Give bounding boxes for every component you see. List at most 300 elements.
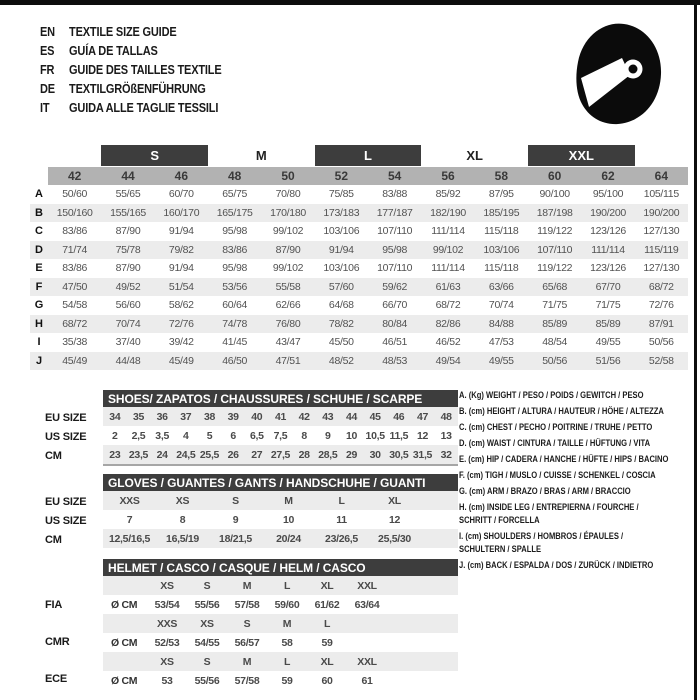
value-cell: 24 <box>156 448 168 461</box>
helmet-table <box>103 559 458 690</box>
value-cell: 3,5 <box>155 429 169 442</box>
size-cell: XXL <box>357 579 377 592</box>
value-cell: 61 <box>361 674 373 687</box>
value-cell: 70/80 <box>275 188 301 201</box>
size-group-l: L <box>315 145 422 166</box>
size-header-46: 46 <box>155 167 208 185</box>
value-cell: 44/48 <box>115 354 141 367</box>
value-cell: 41 <box>274 410 287 423</box>
value-cell: 75/85 <box>328 188 354 201</box>
size-cell: S <box>203 579 211 592</box>
legend-item-C <box>459 421 699 434</box>
value-cell: 99/102 <box>272 225 304 238</box>
value-cell: 26 <box>227 448 239 461</box>
helmet-value-row-fia <box>103 595 458 614</box>
value-cell: 91/94 <box>168 262 194 275</box>
value-cell: 83/88 <box>382 188 408 201</box>
size-group-s: S <box>101 145 208 166</box>
value-cell: 70/74 <box>115 317 141 330</box>
size-cell: XS <box>200 617 214 630</box>
value-cell: 155/165 <box>110 206 146 219</box>
value-cell: 123/126 <box>590 225 626 238</box>
size-cell: S <box>243 617 251 630</box>
value-cell: 59 <box>281 674 293 687</box>
value-cell: 37 <box>180 410 192 423</box>
gloves-row-2 <box>103 529 458 548</box>
size-cell: M <box>242 579 252 592</box>
legend-line: SCHRITT / FORCELLA <box>459 515 540 526</box>
value-cell: 71/75 <box>542 299 568 312</box>
value-cell: 87/90 <box>275 243 301 256</box>
legend-line: G. (cm) ARM / BRAZO / BRAS / ARM / BRACCIO <box>459 486 631 497</box>
row-letter: B <box>35 206 43 219</box>
value-cell: 87/90 <box>115 262 141 275</box>
value-cell: 173/183 <box>323 206 360 219</box>
helmet-size-row-cmr <box>103 614 458 633</box>
value-cell: 79/82 <box>168 243 194 256</box>
legend-line: D. (cm) WAIST / CINTURA / TAILLE / HÜFTUNG / VITA <box>459 438 651 449</box>
value-cell: 47/53 <box>488 336 514 349</box>
value-cell: 75/78 <box>115 243 141 256</box>
value-cell: 54/58 <box>62 299 88 312</box>
value-cell: 56/60 <box>115 299 141 312</box>
main-size-table <box>30 145 688 370</box>
value-cell: 182/190 <box>430 206 466 219</box>
size-header-42: 42 <box>48 167 101 185</box>
value-cell: 23,5 <box>128 448 149 461</box>
value-cell: 74/78 <box>222 317 248 330</box>
value-cell: 12,5/16,5 <box>108 532 151 545</box>
value-cell: 5 <box>206 429 213 442</box>
value-cell: 50/56 <box>542 354 568 367</box>
size-cell: XXS <box>156 617 178 630</box>
value-cell: 46/52 <box>435 336 461 349</box>
size-cell: XL <box>320 655 334 668</box>
language-row-it <box>40 98 222 117</box>
value-cell: 85/92 <box>435 188 461 201</box>
value-cell: 111/114 <box>591 243 625 256</box>
measure-row-H <box>30 315 688 334</box>
value-cell: 20/24 <box>276 532 301 545</box>
value-cell: 123/126 <box>590 262 626 275</box>
value-cell: 9 <box>232 513 239 526</box>
measure-row-G <box>30 296 688 315</box>
value-cell: 53 <box>161 674 173 687</box>
size-cell: XS <box>160 655 174 668</box>
size-header-62: 62 <box>581 167 634 185</box>
value-cell: 28 <box>298 448 310 461</box>
value-cell: 85/89 <box>595 317 621 330</box>
value-cell: S <box>232 494 239 507</box>
value-cell: 115/118 <box>484 262 519 275</box>
gloves-table <box>103 474 458 548</box>
value-cell: 187/198 <box>536 206 573 219</box>
value-cell: 7 <box>126 513 133 526</box>
measure-row-I <box>30 333 688 352</box>
value-cell: 83/86 <box>62 225 88 238</box>
value-cell: 23/26,5 <box>325 532 358 545</box>
size-cell: M <box>282 617 292 630</box>
value-cell: 58/62 <box>168 299 194 312</box>
value-cell: 103/106 <box>483 243 520 256</box>
value-cell: 30,5 <box>389 448 409 461</box>
value-cell: 4 <box>183 429 189 442</box>
value-cell: 46/51 <box>382 336 408 349</box>
size-header-56: 56 <box>421 167 474 185</box>
value-cell: 10 <box>345 429 358 442</box>
value-cell: 6,5 <box>249 429 264 442</box>
value-cell: 37/40 <box>115 336 141 349</box>
value-cell: 59/62 <box>382 280 408 293</box>
value-cell: 35/38 <box>62 336 88 349</box>
size-group-xxl: XXL <box>528 145 635 166</box>
value-cell: 54/55 <box>194 636 220 649</box>
size-header-52: 52 <box>315 167 368 185</box>
value-cell: 165/175 <box>216 206 253 219</box>
size-cell: XS <box>160 579 174 592</box>
value-cell: 18/21,5 <box>219 532 252 545</box>
top-border <box>0 0 700 5</box>
measure-row-D <box>30 241 688 260</box>
helmet-size-row-fia <box>103 576 458 595</box>
language-code: ES <box>40 43 55 58</box>
size-cell: M <box>242 655 252 668</box>
value-cell: 28,5 <box>318 448 338 461</box>
helmet-value-row-cmr <box>103 633 458 652</box>
value-cell: 8 <box>179 513 186 526</box>
value-cell: 16,5/19 <box>166 532 199 545</box>
value-cell: 91/94 <box>328 243 354 256</box>
language-row-de <box>40 79 222 98</box>
legend-item-B <box>459 405 699 418</box>
legend-item-D <box>459 437 699 450</box>
value-cell: 44 <box>345 410 358 423</box>
shoes-row-2 <box>103 445 458 464</box>
legend-line: B. (cm) HEIGHT / ALTURA / HAUTEUR / HÖHE / ALTEZZA <box>459 406 664 417</box>
legend-line: A. (Kg) WEIGHT / PESO / POIDS / GEWITCH / PESO <box>459 390 644 401</box>
gloves-cm-label: CM <box>45 533 62 546</box>
shoes-table <box>103 390 458 466</box>
value-cell: 10 <box>282 513 295 526</box>
value-cell: 30 <box>369 448 381 461</box>
row-letter: C <box>35 225 43 238</box>
value-cell: 57/60 <box>328 280 354 293</box>
value-cell: 65/68 <box>542 280 568 293</box>
language-code: EN <box>40 24 55 39</box>
value-cell: 53/56 <box>222 280 248 293</box>
shoes-rows <box>103 407 458 464</box>
value-cell: 107/110 <box>377 262 413 275</box>
helmet-cmr-label: CMR <box>45 635 70 648</box>
value-cell: 58 <box>281 636 293 649</box>
value-cell: 103/106 <box>323 225 360 238</box>
value-cell: 49/55 <box>595 336 621 349</box>
language-title: GUIDE DES TAILLES TEXTILE <box>69 62 222 77</box>
size-group-xl: XL <box>466 148 483 163</box>
size-header-48: 48 <box>208 167 261 185</box>
value-cell: 36 <box>156 410 168 423</box>
value-cell: 190/200 <box>643 206 680 219</box>
legend-line: SCHULTERN / SPALLE <box>459 544 542 555</box>
value-cell: 99/102 <box>272 262 304 275</box>
legend-line: H. (cm) INSIDE LEG / ENTREPIERNA / FOURCHE / <box>459 502 639 513</box>
value-cell: 59 <box>321 636 333 649</box>
legend-item-J <box>459 559 699 572</box>
row-letter: I <box>37 336 41 349</box>
value-cell: 32 <box>440 448 452 461</box>
size-number-row <box>30 167 688 185</box>
value-cell: 71/75 <box>595 299 621 312</box>
value-cell: 185/195 <box>483 206 520 219</box>
value-cell: 190/200 <box>590 206 626 219</box>
value-cell: 31,5 <box>412 448 433 461</box>
size-header-54: 54 <box>368 167 421 185</box>
value-cell: 87/95 <box>488 188 514 201</box>
legend-line: F. (cm) TIGH / MUSLO / CUISSE / SCHENKEL / COSCIA <box>459 470 656 481</box>
value-cell: 76/80 <box>275 317 301 330</box>
size-header-64: 64 <box>635 167 688 185</box>
value-cell: 38 <box>203 410 216 423</box>
legend-item-F <box>459 469 699 482</box>
value-cell: 48/54 <box>542 336 568 349</box>
value-cell: 42 <box>298 410 310 423</box>
language-row-en <box>40 22 222 41</box>
value-cell: 115/119 <box>644 243 679 256</box>
measure-row-C <box>30 222 688 241</box>
value-cell: 78/82 <box>328 317 354 330</box>
value-cell: 67/70 <box>595 280 621 293</box>
size-header-50: 50 <box>261 167 314 185</box>
value-cell: 7,5 <box>273 429 288 442</box>
gloves-eu-size-label: EU SIZE <box>45 495 87 508</box>
size-header-44: 44 <box>101 167 154 185</box>
diameter-cm-label: Ø CM <box>111 598 138 611</box>
measurement-legend <box>459 389 699 575</box>
value-cell: 12 <box>416 429 429 442</box>
value-cell: 111/114 <box>431 262 465 275</box>
value-cell: 46/50 <box>222 354 248 367</box>
value-cell: 48 <box>440 410 452 423</box>
legend-item-H <box>459 501 699 527</box>
value-cell: 115/118 <box>484 225 519 238</box>
value-cell: 50/60 <box>62 188 88 201</box>
value-cell: 47 <box>416 410 429 423</box>
value-cell: 43 <box>322 410 334 423</box>
value-cell: 119/122 <box>537 262 573 275</box>
row-letter: G <box>34 299 44 312</box>
size-cell: S <box>203 655 211 668</box>
gloves-us-size-label: US SIZE <box>45 514 87 527</box>
corner-cell <box>30 167 48 185</box>
value-cell: 13 <box>440 429 452 442</box>
row-letter: F <box>35 280 43 293</box>
value-cell: 25,5 <box>199 448 220 461</box>
legend-item-E <box>459 453 699 466</box>
shoes-eu-size-label: EU SIZE <box>45 411 87 424</box>
value-cell: L <box>338 494 345 507</box>
value-cell: 51/54 <box>168 280 194 293</box>
value-cell: 2 <box>112 429 118 442</box>
row-letter: J <box>35 354 43 367</box>
value-cell: 11 <box>336 513 347 526</box>
language-title: GUÍA DE TALLAS <box>69 43 158 58</box>
value-cell: 52/58 <box>648 354 674 367</box>
value-cell: 95/100 <box>592 188 624 201</box>
value-cell: 12 <box>388 513 401 526</box>
value-cell: 87/91 <box>648 317 674 330</box>
size-cell: XL <box>320 579 334 592</box>
shoes-row-1 <box>103 426 458 445</box>
value-cell: 39 <box>227 410 239 423</box>
gloves-rows <box>103 491 458 548</box>
value-cell: 71/74 <box>62 243 88 256</box>
value-cell: 27 <box>251 448 263 461</box>
value-cell: 55/56 <box>194 674 220 687</box>
value-cell: 55/58 <box>275 280 301 293</box>
value-cell: 59/60 <box>274 598 300 611</box>
helmet-value-row-ece <box>103 671 458 690</box>
helmet-icon <box>574 22 664 126</box>
size-cell: L <box>323 617 331 630</box>
value-cell: 177/187 <box>376 206 413 219</box>
helmet-size-row-ece <box>103 652 458 671</box>
measure-row-F <box>30 278 688 297</box>
value-cell: 45 <box>369 410 381 423</box>
size-cell: XXL <box>357 655 377 668</box>
value-cell: 91/94 <box>168 225 194 238</box>
gloves-row-0 <box>103 491 458 510</box>
value-cell: 68/72 <box>62 317 88 330</box>
value-cell: 90/100 <box>539 188 570 201</box>
value-cell: 72/76 <box>648 299 674 312</box>
value-cell: 72/76 <box>168 317 194 330</box>
value-cell: 160/170 <box>163 206 200 219</box>
value-cell: 127/130 <box>643 225 680 238</box>
legend-item-I <box>459 530 699 556</box>
language-title: TEXTILGRÖßENFÜHRUNG <box>69 81 206 96</box>
diameter-cm-label: Ø CM <box>111 636 138 649</box>
value-cell: 46 <box>393 410 405 423</box>
value-cell: 105/115 <box>643 188 679 201</box>
value-cell: 66/70 <box>382 299 408 312</box>
gloves-row-1 <box>103 510 458 529</box>
value-cell: 61/63 <box>435 280 461 293</box>
row-letter: E <box>35 262 43 275</box>
value-cell: 51/56 <box>595 354 621 367</box>
language-code: IT <box>40 100 50 115</box>
size-group-row <box>30 145 688 166</box>
measure-row-E <box>30 259 688 278</box>
value-cell: 45/49 <box>168 354 194 367</box>
value-cell: 53/54 <box>154 598 180 611</box>
value-cell: 49/55 <box>488 354 514 367</box>
value-cell: 83/86 <box>62 262 88 275</box>
value-cell: 50/56 <box>648 336 674 349</box>
value-cell: 35 <box>132 410 145 423</box>
value-cell: 49/54 <box>435 354 461 367</box>
language-title: GUIDA ALLE TAGLIE TESSILI <box>69 100 219 115</box>
value-cell: 52/53 <box>154 636 180 649</box>
shoes-us-size-label: US SIZE <box>45 430 87 443</box>
measure-row-A <box>30 185 688 204</box>
shoes-table-title: SHOES/ ZAPATOS / CHAUSSURES / SCHUHE / SCARPE <box>103 390 458 407</box>
value-cell: 107/110 <box>377 225 413 238</box>
value-cell: XL <box>388 494 401 507</box>
size-cell: L <box>283 579 291 592</box>
measure-row-J <box>30 352 688 371</box>
value-cell: 84/88 <box>488 317 514 330</box>
value-cell: 70/74 <box>488 299 514 312</box>
legend-item-G <box>459 485 699 498</box>
value-cell: 63/66 <box>488 280 514 293</box>
language-code: FR <box>40 62 55 77</box>
value-cell: 27,5 <box>270 448 291 461</box>
legend-line: C. (cm) CHEST / PECHO / POITRINE / TRUHE / PETTO <box>459 422 653 433</box>
legend-line: E. (cm) HIP / CADERA / HANCHE / HÜFTE / HIPS / BACINO <box>459 454 669 465</box>
value-cell: 65/75 <box>222 188 248 201</box>
value-cell: 23 <box>109 448 121 461</box>
measure-row-B <box>30 204 688 223</box>
diameter-cm-label: Ø CM <box>111 674 138 687</box>
value-cell: 40 <box>251 410 263 423</box>
value-cell: 47/51 <box>275 354 301 367</box>
shoes-row-0 <box>103 407 458 426</box>
value-cell: XS <box>175 494 190 507</box>
value-cell: 24,5 <box>176 448 196 461</box>
language-code: DE <box>40 81 55 96</box>
size-header-58: 58 <box>475 167 528 185</box>
value-cell: 111/114 <box>431 225 465 238</box>
value-cell: M <box>284 494 293 507</box>
size-cell: L <box>283 655 291 668</box>
value-cell: 34 <box>109 410 121 423</box>
value-cell: 68/72 <box>435 299 461 312</box>
value-cell: 99/102 <box>432 243 464 256</box>
value-cell: 95/98 <box>222 225 248 238</box>
value-cell: 85/89 <box>542 317 568 330</box>
legend-line: J. (cm) BACK / ESPALDA / DOS / ZURÜCK / INDIETRO <box>459 560 654 571</box>
value-cell: 43/47 <box>275 336 301 349</box>
row-letter: H <box>35 317 43 330</box>
row-letter: A <box>35 188 43 201</box>
value-cell: 57/58 <box>234 598 260 611</box>
value-cell: 83/86 <box>222 243 248 256</box>
value-cell: 64/68 <box>328 299 354 312</box>
value-cell: 103/106 <box>323 262 360 275</box>
value-cell: 150/160 <box>56 206 93 219</box>
value-cell: 60 <box>321 674 333 687</box>
value-cell: 8 <box>301 429 307 442</box>
value-cell: 62/66 <box>275 299 301 312</box>
shoes-cm-label: CM <box>45 449 62 462</box>
language-row-es <box>40 41 222 60</box>
value-cell: 95/98 <box>382 243 408 256</box>
row-letter: D <box>35 243 43 256</box>
value-cell: 2,5 <box>131 429 146 442</box>
language-list <box>40 22 222 117</box>
gloves-table-title: GLOVES / GUANTES / GANTS / HANDSCHUHE / GUANTI <box>103 474 458 491</box>
shoes-table-bottom-rule <box>103 464 458 466</box>
value-cell: 49/52 <box>115 280 141 293</box>
value-cell: 57/58 <box>234 674 260 687</box>
helmet-fia-label: FIA <box>45 598 63 611</box>
value-cell: 55/56 <box>194 598 220 611</box>
helmet-rows <box>103 576 458 690</box>
value-cell: 80/84 <box>382 317 408 330</box>
value-cell: 6 <box>230 429 236 442</box>
value-cell: 87/90 <box>115 225 141 238</box>
right-border <box>694 0 697 700</box>
